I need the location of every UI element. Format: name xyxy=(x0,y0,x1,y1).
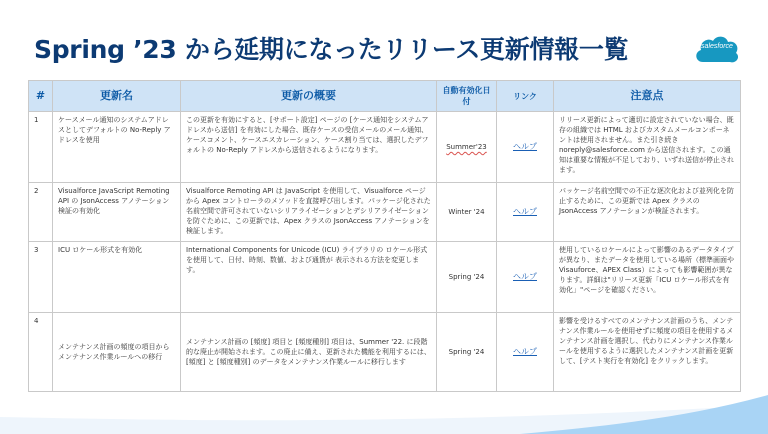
row-link-cell xyxy=(497,312,554,391)
header-date: 自動有効化日付 xyxy=(437,81,497,112)
help-link[interactable]: ヘルプ xyxy=(513,271,537,281)
row-link-cell xyxy=(497,112,554,183)
row-date: Winter '24 xyxy=(437,183,497,242)
decorative-swoosh xyxy=(0,395,768,434)
row-link-cell xyxy=(497,183,554,242)
row-date: Spring '24 xyxy=(437,312,497,391)
header-num: # xyxy=(29,81,53,112)
row-notes: 影響を受けるすべてのメンテナンス計画のうち、メンテナンス作業ルールを使用せずに頻度の項目を使用するメンテナンス計画を選択し、代わりにメンテナンス作業ルールを使用するように選択したメンテナンス計画を更新して、[テスト実行を有効化] をクリックします。 xyxy=(554,312,741,391)
row-summary: Visualforce Remoting API は JavaScript を使用して、Visualforce ページから Apex コントローラのメソッドを直接呼び出します。パッケージ化された名前空間で許可されていないシリアライゼーションとデシリアライゼーションを防ぐために、この更新では、Apex クラスの JsonAccess アノテーションを検証します。 xyxy=(181,183,437,242)
row-name: ケースメール通知のシステムアドレスとしてデフォルトの No-Reply アドレスを使用 xyxy=(53,112,181,183)
row-date-text: Summer'23 xyxy=(446,143,487,151)
row-name: ICU ロケール形式を有効化 xyxy=(53,241,181,312)
row-link-cell xyxy=(497,241,554,312)
row-num: 3 xyxy=(29,241,53,312)
help-link[interactable]: ヘルプ xyxy=(513,206,537,216)
row-date xyxy=(437,112,497,183)
row-notes: リリース更新によって適切に設定されていない場合、既存の組織では HTML およびカスタムメールコンポーネントは使用されません。また引き続き noreply@salesforce.com から送信されます。この通知は重要な情報が不足しており、いずれ送信が停止されます。 xyxy=(554,112,741,183)
row-summary: International Components for Unicode (ICU) ライブラリの ロケール形式を使用して、日付、時刻、数値、および通貨が 表示される方法を変更します。 xyxy=(181,241,437,312)
salesforce-logo xyxy=(693,32,741,66)
header-link: リンク xyxy=(497,81,554,112)
table-row xyxy=(29,183,741,242)
help-link[interactable]: ヘルプ xyxy=(513,142,537,151)
table-row xyxy=(29,241,741,312)
header-name: 更新名 xyxy=(53,81,181,112)
logo-text: salesforce xyxy=(701,43,733,50)
row-name: メンテナンス計画の頻度の項目からメンテナンス作業ルールへの移行 xyxy=(53,312,181,391)
row-notes: 使用しているロケールによって影響のあるデータタイプが異なり、またデータを使用している場所（標準画面やVisauforce、APEX Class）によっても影響範囲が異なります。詳細は"リリース更新「ICU ロケール形式を有効化」"ページを確認ください。 xyxy=(554,241,741,312)
header-notes: 注意点 xyxy=(554,81,741,112)
row-notes: パッケージ名前空間での不正な逐次化および並列化を防止するために、この更新では Apex クラスの JsonAccess アノテーションが検証されます。 xyxy=(554,183,741,242)
header-summary: 更新の概要 xyxy=(181,81,437,112)
table-header-row xyxy=(29,81,741,112)
row-num: 1 xyxy=(29,112,53,183)
row-num: 2 xyxy=(29,183,53,242)
help-link[interactable]: ヘルプ xyxy=(513,346,537,356)
row-summary: この更新を有効にすると、[サポート設定] ページの [ケース通知をシステムアドレスから送信] を有効にした場合、既存ケースの受信メールのメール通知、ケースコメント、ケースエスカレーション、ケース割り当ては、選択したデフォルトの No-Reply アドレスから送信されるようになります。 xyxy=(181,112,437,183)
row-summary: メンテナンス計画の [頻度] 項目と [頻度種別] 項目は、Summer '22. に段階的な廃止が開始されます。この廃止に備え、更新された機能を利用するには、[頻度] と [頻度種別] のデータをメンテナンス作業ルールに移行します xyxy=(181,312,437,391)
page-title: Spring ’23 から延期になったリリース更新情報一覧 xyxy=(34,35,629,64)
row-name: Visualforce JavaScript Remoting API の JsonAccess アノテーション検証の有効化 xyxy=(53,183,181,242)
table-row xyxy=(29,312,741,391)
release-updates-table xyxy=(28,80,741,392)
table-row xyxy=(29,112,741,183)
row-num: 4 xyxy=(29,312,53,391)
row-date: Spring '24 xyxy=(437,241,497,312)
